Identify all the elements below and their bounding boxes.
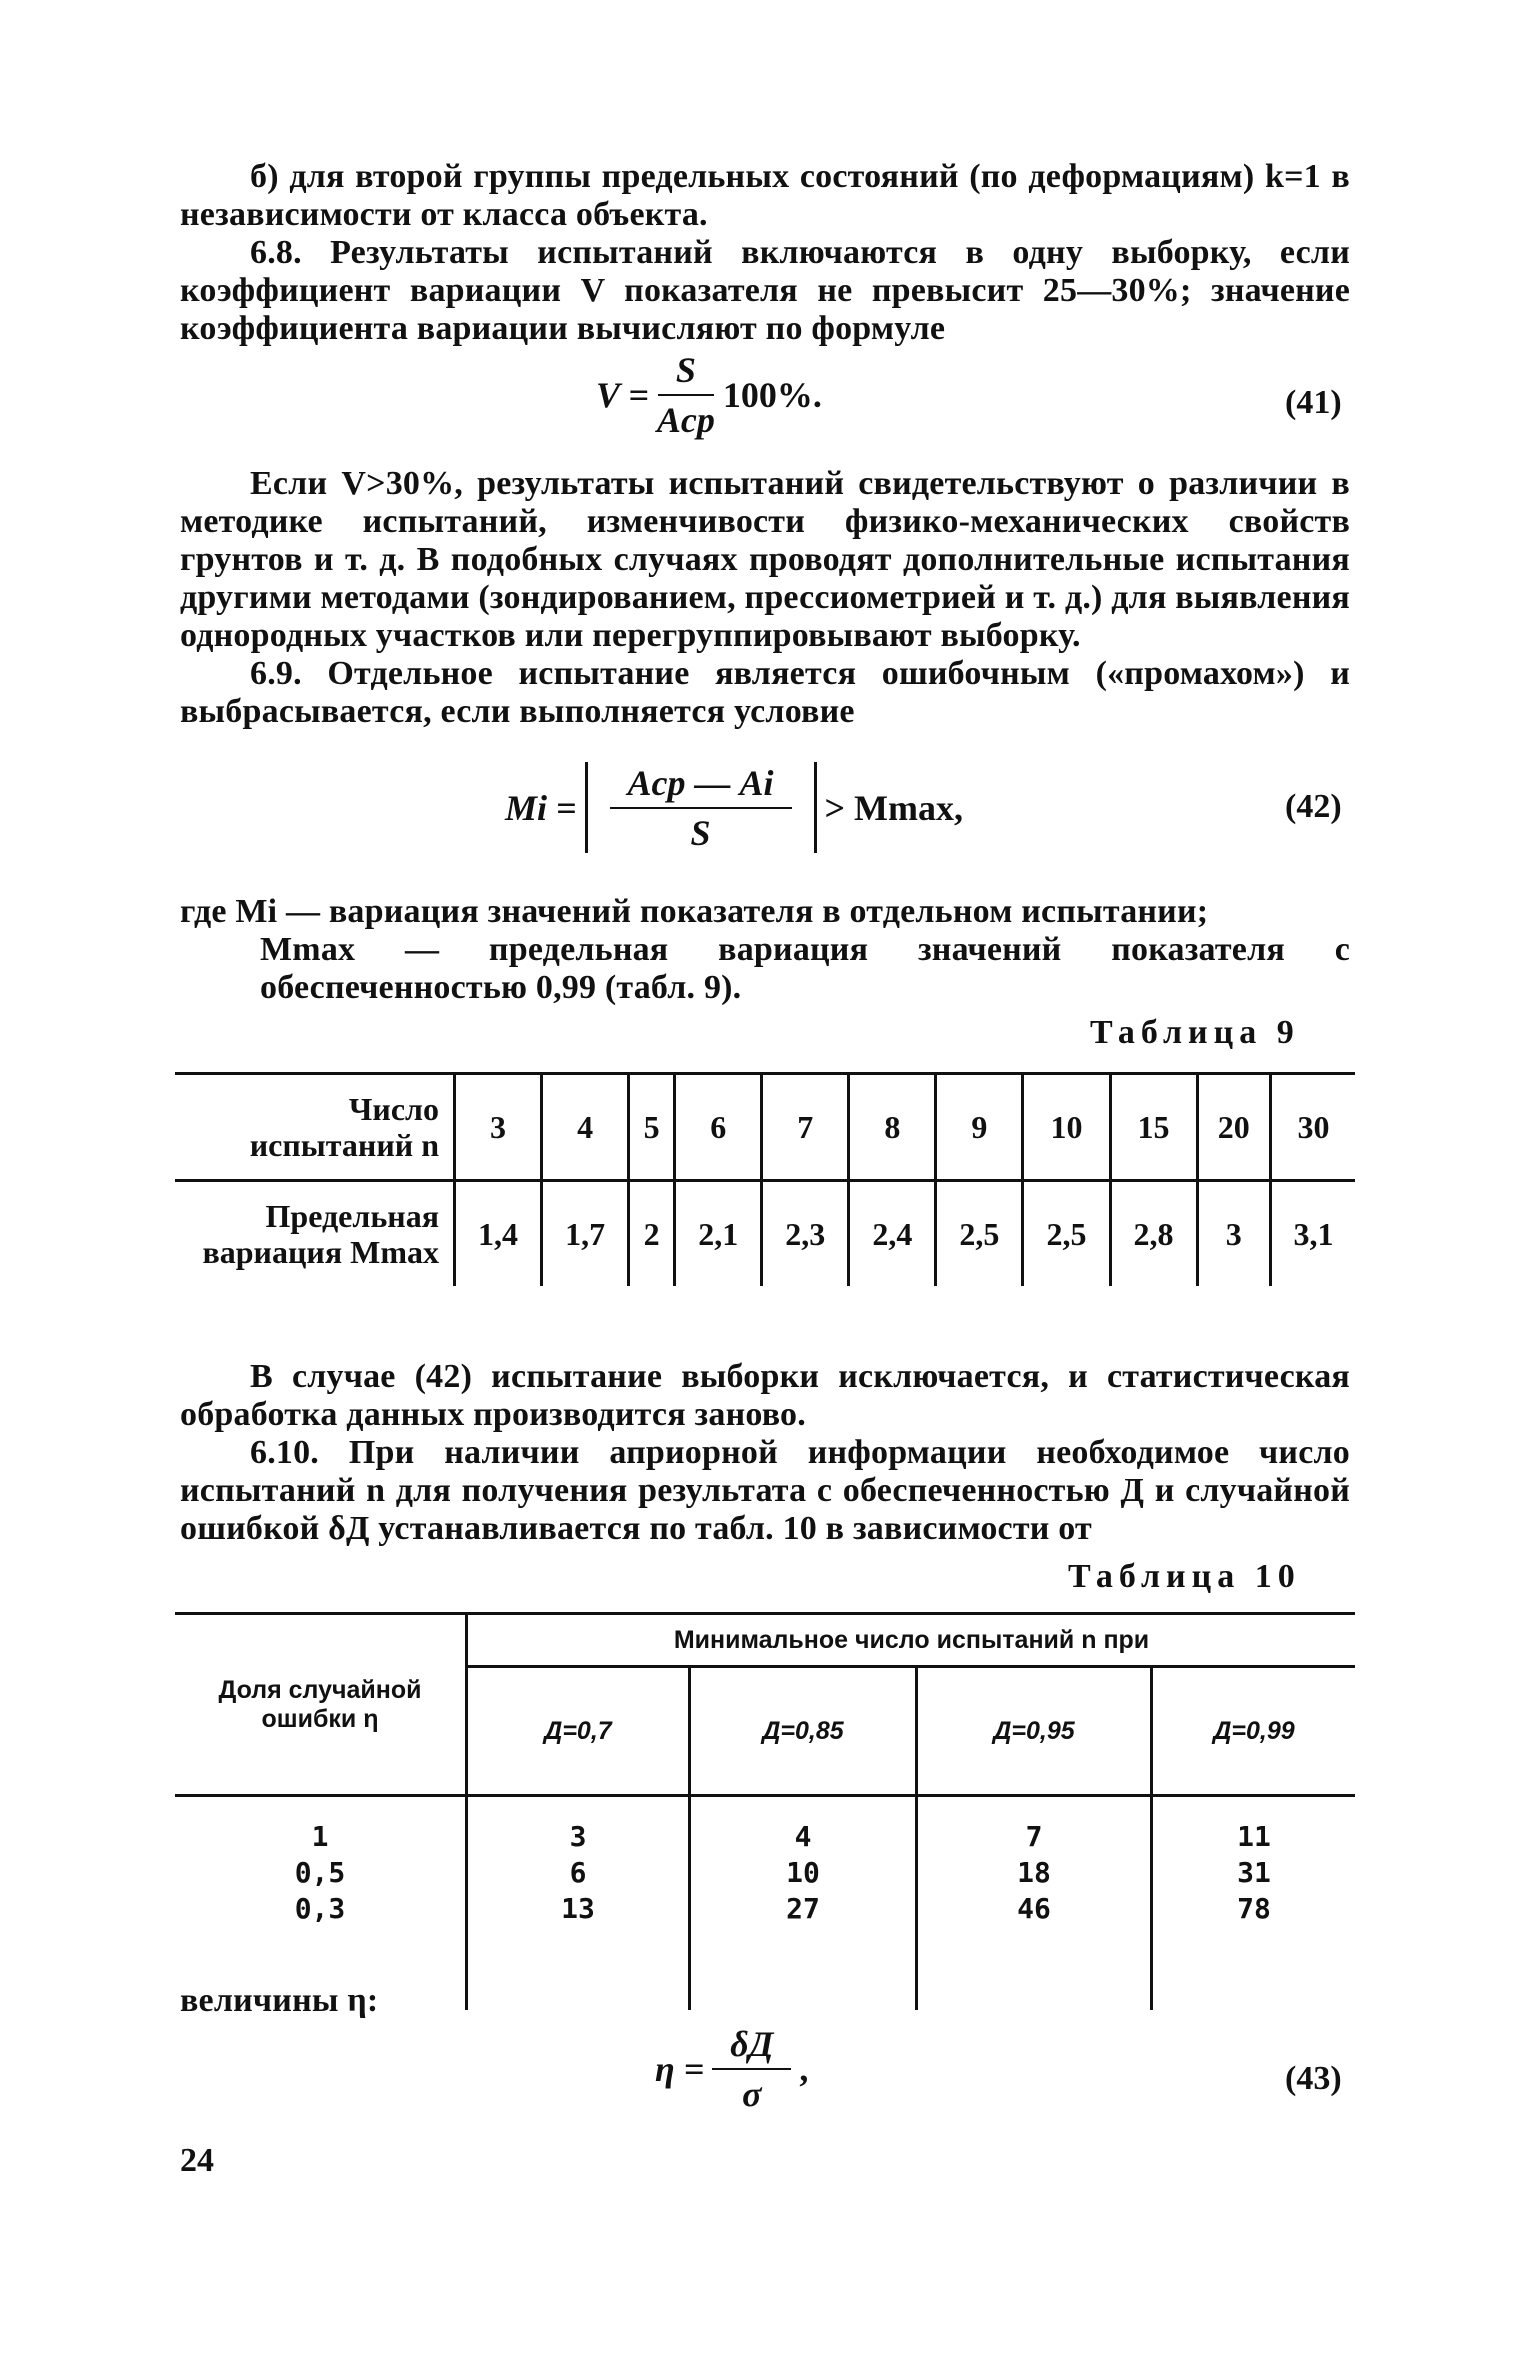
table-9-cell: 5 xyxy=(629,1074,675,1181)
table-9-cell: 9 xyxy=(936,1074,1023,1181)
formula-42 xyxy=(505,762,963,853)
text-lower xyxy=(180,1358,1350,1548)
page-number: 24 xyxy=(180,2142,214,2179)
table-9-cell: 4 xyxy=(542,1074,629,1181)
paragraph-case-42: В случае (42) испытание выборки исключается, и статистическая обработка данных производится заново. xyxy=(180,1358,1350,1433)
formula-43-fraction xyxy=(712,2024,791,2114)
table-10-cell: 27 xyxy=(786,1892,820,1925)
formula-41-denominator: Aср xyxy=(656,400,715,440)
formula-42-fraction xyxy=(610,763,792,853)
table-10-eta: 0,5 xyxy=(294,1856,346,1889)
formula-42-numerator: Aср — Ai xyxy=(610,763,792,809)
table-10-col-d085 xyxy=(690,1796,917,2011)
equation-number-41: (41) xyxy=(1285,384,1342,421)
table-9-cell: 3,1 xyxy=(1270,1181,1355,1287)
formula-42-lhs: Mi = xyxy=(505,787,577,828)
table-9-cell: 3 xyxy=(455,1074,542,1181)
table-9-cell: 7 xyxy=(762,1074,849,1181)
table-9-cell: 10 xyxy=(1023,1074,1110,1181)
text-top xyxy=(180,158,1350,348)
table-10-cell: 31 xyxy=(1237,1856,1271,1889)
table-10-col-header: Д=0,85 xyxy=(690,1667,917,1796)
formula-41 xyxy=(596,350,822,440)
formula-41-rhs: 100%. xyxy=(722,375,822,415)
table-9-cell: 2,3 xyxy=(762,1181,849,1287)
table-9-cell: 15 xyxy=(1110,1074,1197,1181)
formula-43-lhs: η = xyxy=(655,2049,705,2089)
table-10-col-header: Д=0,99 xyxy=(1152,1667,1356,1796)
paragraph-6-9: 6.9. Отдельное испытание является ошибочным («промахом») и выбрасывается, если выполняется условие xyxy=(180,655,1350,730)
table-9-cell: 20 xyxy=(1197,1074,1270,1181)
table-9-cell: 1,7 xyxy=(542,1181,629,1287)
table-9-cell: 2,5 xyxy=(1023,1181,1110,1287)
formula-43-denominator: σ xyxy=(742,2074,762,2114)
table-10-caption: Таблица 10 xyxy=(1068,1558,1301,1595)
table-10-body-row xyxy=(175,1796,1355,2011)
formula-42-absolute xyxy=(585,762,817,853)
table-10-cell: 11 xyxy=(1237,1820,1271,1853)
table-10-col-header: Д=0,7 xyxy=(467,1667,690,1796)
table-10-cell: 7 xyxy=(1025,1820,1043,1853)
table-9 xyxy=(175,1072,1355,1286)
table-9-cell: 2 xyxy=(629,1181,675,1287)
table-10-eta: 1 xyxy=(311,1820,329,1853)
table-9-cell: 2,4 xyxy=(849,1181,936,1287)
table-10-col-d095 xyxy=(917,1796,1152,2011)
table-10-cell: 3 xyxy=(569,1820,587,1853)
paragraph-eta-value: величины η: xyxy=(180,1982,379,2019)
formula-43-rhs: , xyxy=(799,2049,809,2089)
equation-number-43: (43) xyxy=(1285,2060,1342,2097)
formula-41-numerator: S xyxy=(658,350,714,396)
table-10-eta-values xyxy=(175,1796,467,2011)
formula-42-rhs: > Mmax, xyxy=(824,787,964,828)
table-9-cell: 3 xyxy=(1197,1181,1270,1287)
table-9-row-label-variation: Предельная вариация Mmax xyxy=(202,1198,439,1270)
table-10-cell: 46 xyxy=(1017,1892,1051,1925)
table-10-eta: 0,3 xyxy=(294,1892,346,1925)
table-9-cell: 2,1 xyxy=(675,1181,762,1287)
text-bottom xyxy=(180,1982,1350,2020)
table-9-cell: 2,5 xyxy=(936,1181,1023,1287)
table-9-cell: 1,4 xyxy=(455,1181,542,1287)
table-10-group-header: Минимальное число испытаний n при xyxy=(467,1614,1356,1667)
table-9-caption: Таблица 9 xyxy=(1090,1014,1300,1051)
table-9-row-label-tests: Число испытаний n xyxy=(175,1074,455,1181)
formula-41-fraction xyxy=(657,350,715,440)
table-9-cell: 6 xyxy=(675,1074,762,1181)
table-10-col-header: Д=0,95 xyxy=(917,1667,1152,1796)
table-10-cell: 10 xyxy=(786,1856,820,1889)
where-mi: где Mi — вариация значений показателя в отдельном испытании; xyxy=(180,893,1209,930)
formula-41-lhs: V = xyxy=(596,375,649,415)
where-clause xyxy=(180,893,1350,1007)
equation-number-42: (42) xyxy=(1285,788,1342,825)
table-10-header-row-1 xyxy=(175,1614,1355,1667)
table-9-cell: 30 xyxy=(1270,1074,1355,1181)
paragraph-v-over-30: Если V>30%, результаты испытаний свидетельствуют о различии в методике испытаний, изменчивости физико-механических свойств грунтов и т. д. В подобных случаях проводят дополнительные испытания другими методами (зондированием, прессиометрией и т. д.) для выявления однородных участков или перегруппировывают выборку. xyxy=(180,465,1350,654)
table-10-cell: 78 xyxy=(1237,1892,1271,1925)
table-10-header-eta: Доля случайной ошибки η xyxy=(175,1614,467,1796)
table-10 xyxy=(175,1612,1355,2010)
table-10-col-d07 xyxy=(467,1796,690,2011)
formula-43 xyxy=(655,2024,808,2114)
where-mmax: Mmax — предельная вариация значений показателя с обеспеченностью 0,99 (табл. 9). xyxy=(260,931,1350,1006)
text-middle xyxy=(180,465,1350,731)
table-9-cell: 8 xyxy=(849,1074,936,1181)
paragraph-6-10: 6.10. При наличии априорной информации необходимое число испытаний n для получения результата с обеспеченностью Д и случайной ошибкой δД устанавливается по табл. 10 в зависимости от xyxy=(180,1434,1350,1547)
table-10-cell: 4 xyxy=(794,1820,812,1853)
table-10-cell: 18 xyxy=(1017,1856,1051,1889)
formula-43-numerator: δД xyxy=(712,2024,791,2070)
paragraph-deformation-group: б) для второй группы предельных состояний (по деформациям) k=1 в независимости от класса объекта. xyxy=(180,158,1350,233)
table-10-col-d099 xyxy=(1152,1796,1356,2011)
table-9-row-variation xyxy=(175,1181,1355,1287)
table-10-cell: 13 xyxy=(561,1892,595,1925)
paragraph-6-8: 6.8. Результаты испытаний включаются в одну выборку, если коэффициент вариации V показателя не превысит 25—30%; значение коэффициента вариации вычисляют по формуле xyxy=(180,234,1350,347)
table-10-cell: 6 xyxy=(569,1856,587,1889)
table-9-cell: 2,8 xyxy=(1110,1181,1197,1287)
table-9-row-tests xyxy=(175,1074,1355,1181)
formula-42-denominator: S xyxy=(690,813,711,853)
